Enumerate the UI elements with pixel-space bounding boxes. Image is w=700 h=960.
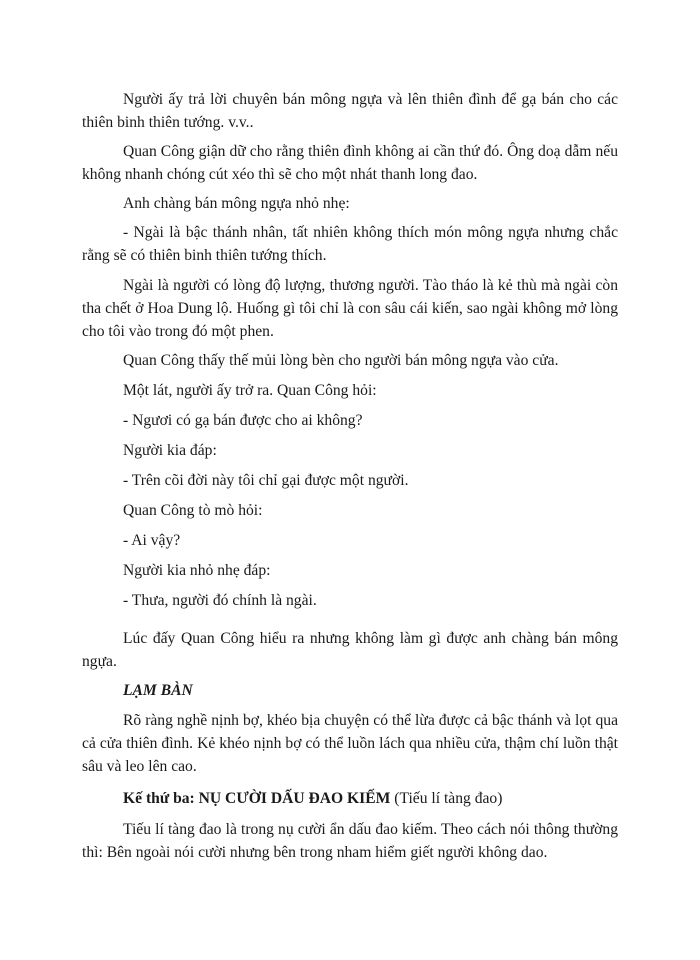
paragraph: - Trên cõi đời này tôi chỉ gại được một người. xyxy=(123,472,409,489)
paragraph: Người ấy trả lời chuyên bán mông ngựa và lên thiên đình để gạ bán cho các thiên binh thiên tướng. v.v.. xyxy=(82,91,618,131)
chapter-label: Kế thứ ba: NỤ CƯỜI DẤU ĐAO KIẾM xyxy=(123,790,391,807)
paragraph: Người kia đáp: xyxy=(123,442,217,459)
paragraph: Quan Công thấy thế mủi lòng bèn cho người bán mông ngựa vào cửa. xyxy=(123,352,559,369)
chapter-body-paragraph: Tiếu lí tàng đao là trong nụ cười ẩn dấu đao kiếm. Theo cách nói thông thường thì: Bên ngoài nói cười nhưng bên trong nham hiểm giết người không dao. xyxy=(82,821,618,861)
paragraph: - Ngươi có gạ bán được cho ai không? xyxy=(123,412,363,429)
paragraph: Quan Công tò mò hỏi: xyxy=(123,502,263,519)
chapter-subtitle: (Tiếu lí tàng đao) xyxy=(390,790,503,807)
paragraph: - Ai vậy? xyxy=(123,532,181,549)
document-page xyxy=(82,88,618,864)
paragraph: Một lát, người ấy trở ra. Quan Công hỏi: xyxy=(123,382,377,399)
paragraph: Ngài là người có lòng độ lượng, thương người. Tào tháo là kẻ thù mà ngài còn tha chết ở Hoa Dung lộ. Huống gì tôi chỉ là con sâu cái kiến, sao ngài không mở lòng cho tôi vào trong đó một phen. xyxy=(82,277,618,340)
chapter-title xyxy=(82,787,618,810)
paragraph: Quan Công giận dữ cho rằng thiên đình không ai cần thứ đó. Ông doạ dẫm nếu không nhanh chóng cút xéo thì sẽ cho một nhát thanh long đao. xyxy=(82,143,618,183)
section-heading: LẠM BÀN xyxy=(123,682,193,699)
paragraph: - Thưa, người đó chính là ngài. xyxy=(123,592,317,609)
commentary-paragraph: Rõ ràng nghề nịnh bợ, khéo bịa chuyện có thể lừa được cả bậc thánh và lọt qua cả cửa thiên đình. Kẻ khéo nịnh bợ có thể luồn lách qua nhiều cửa, thậm chí luồn thật sâu và leo lên cao. xyxy=(82,712,618,775)
paragraph: - Ngài là bậc thánh nhân, tất nhiên không thích món mông ngựa nhưng chắc rằng sẽ có thiên binh thiên tướng thích. xyxy=(82,224,618,264)
paragraph: Lúc đấy Quan Công hiểu ra nhưng không làm gì được anh chàng bán mông ngựa. xyxy=(82,630,618,670)
paragraph: Anh chàng bán mông ngựa nhỏ nhẹ: xyxy=(123,195,350,212)
paragraph: Người kia nhỏ nhẹ đáp: xyxy=(123,562,271,579)
